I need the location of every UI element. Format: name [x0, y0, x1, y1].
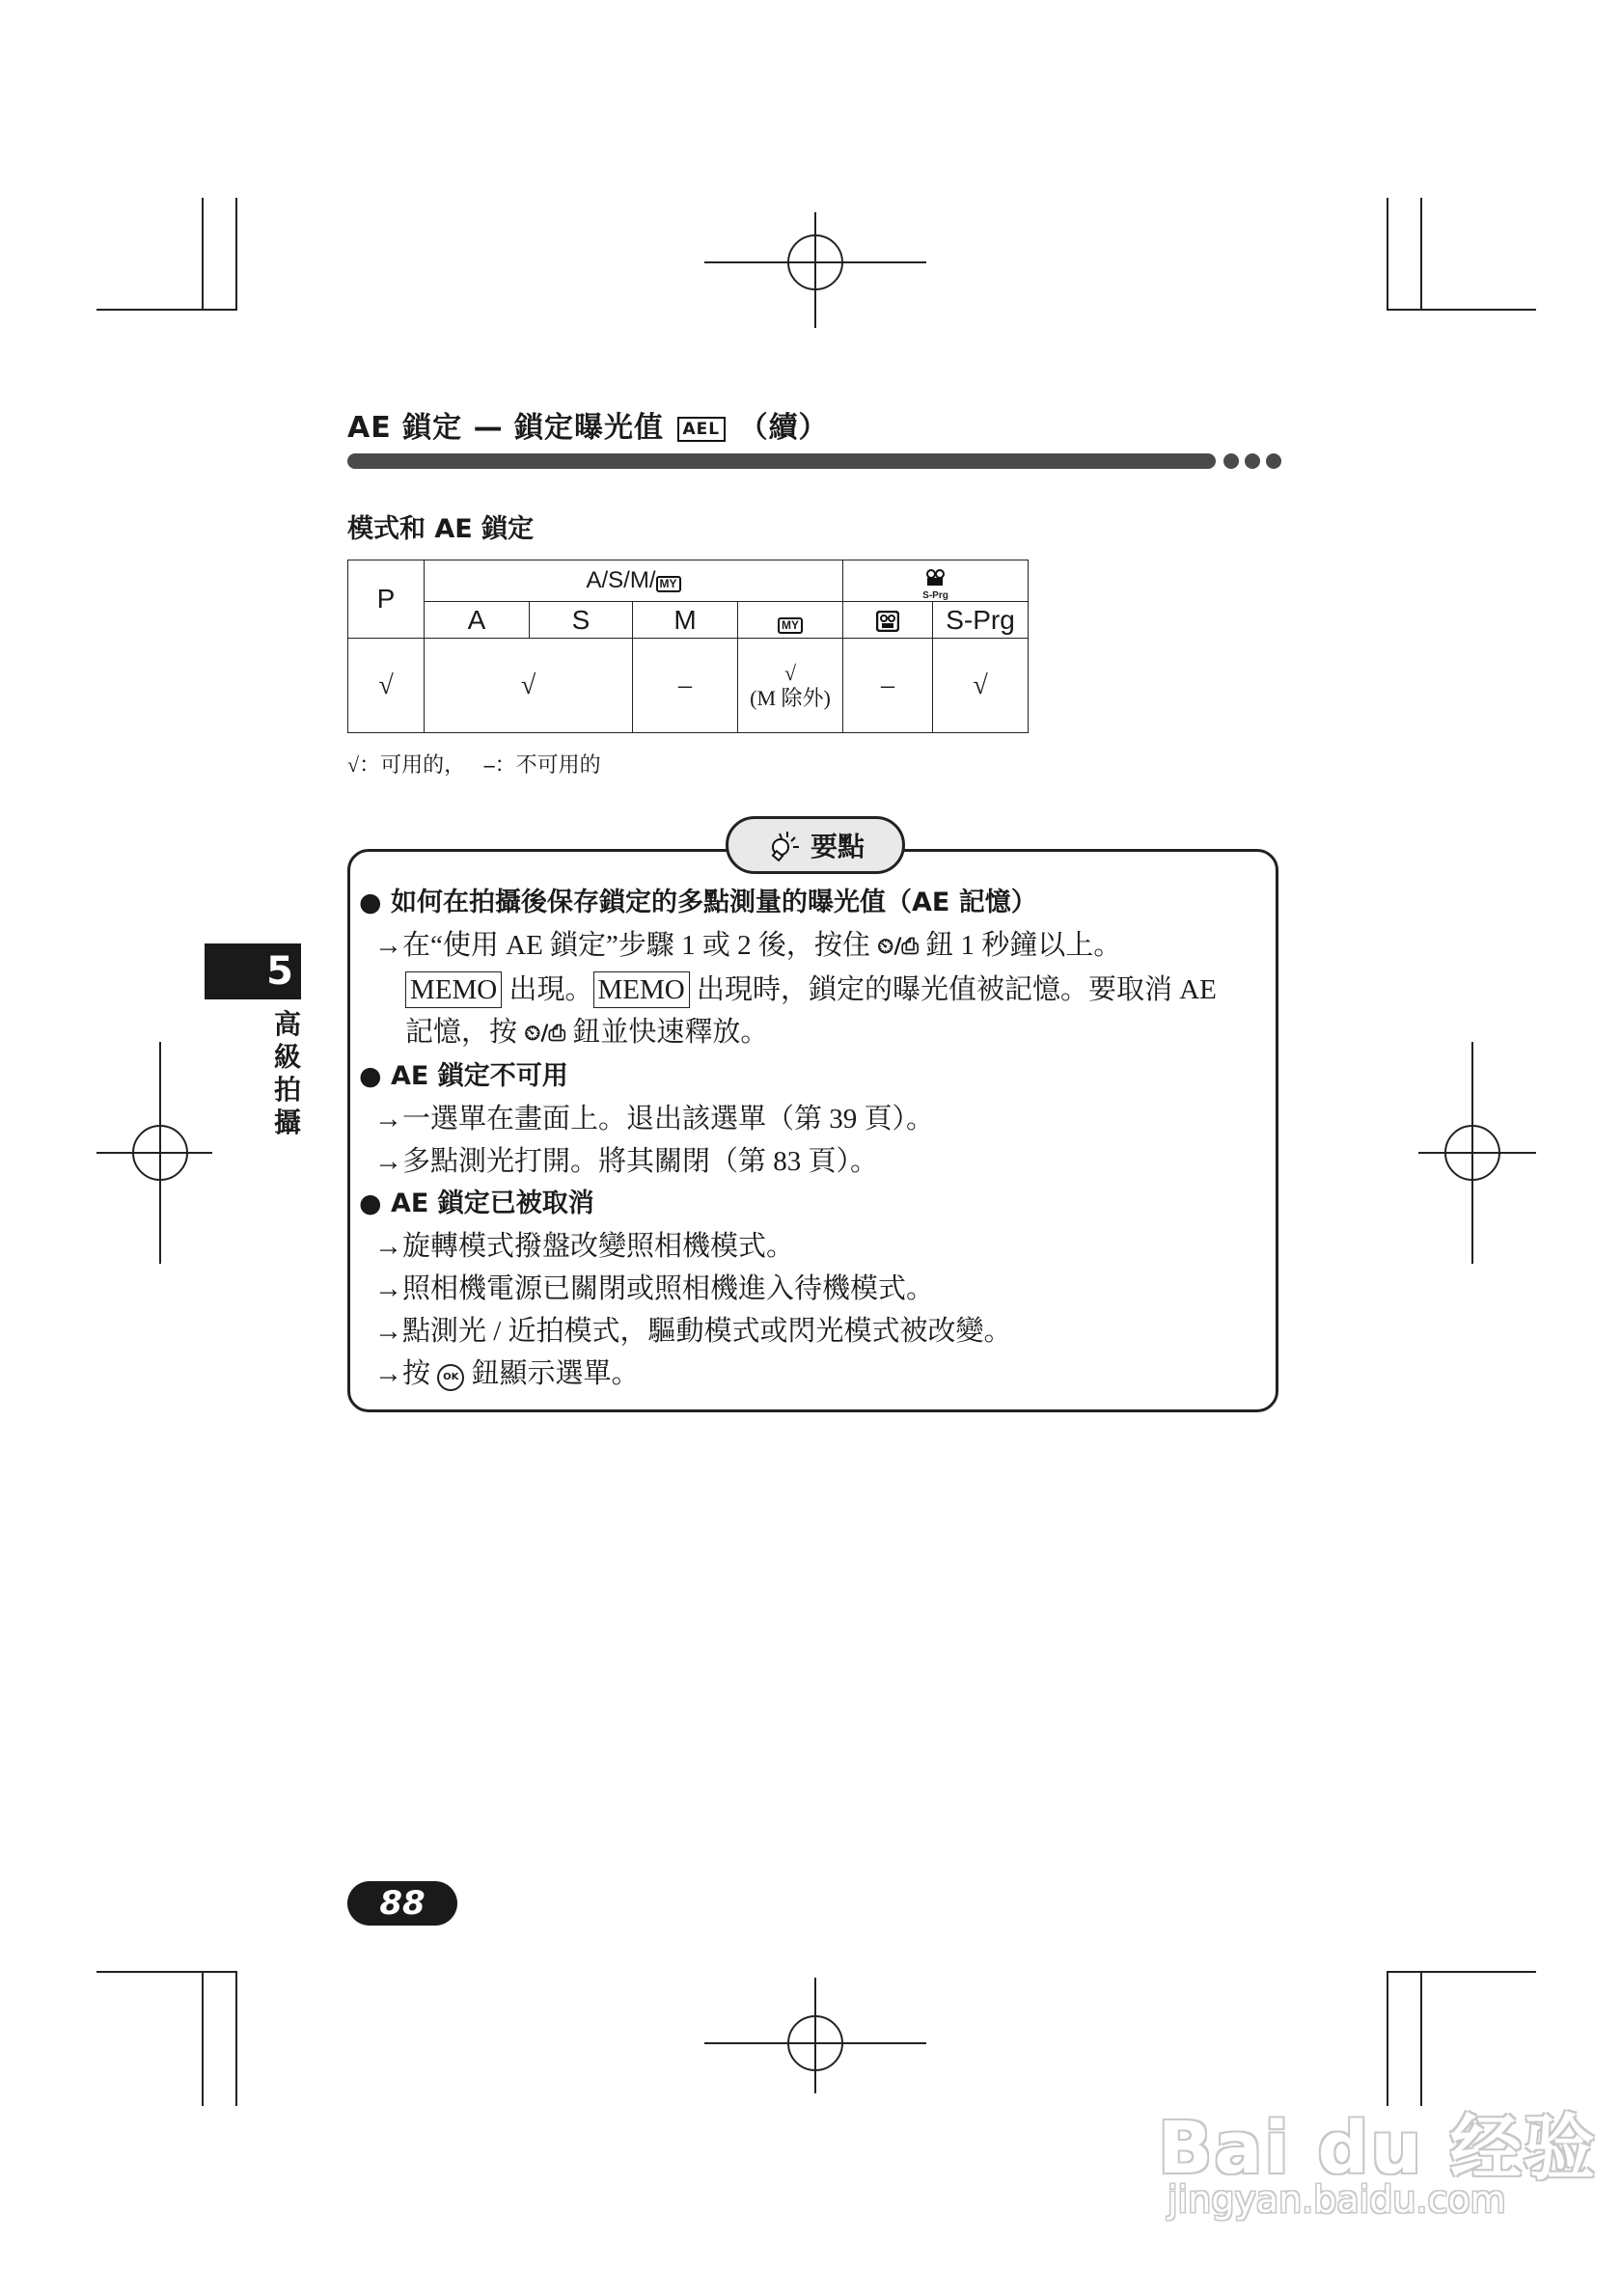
crop-mark	[1387, 1971, 1536, 1973]
registration-mark	[704, 212, 926, 328]
memo-indicator: MEMO	[593, 971, 690, 1008]
crop-mark	[235, 198, 237, 309]
tip-line: →點測光 / 近拍模式，驅動模式或閃光模式被改變。	[374, 1316, 1012, 1347]
watermark-logo: Bai du 经验	[1158, 2107, 1597, 2190]
header-video-group	[843, 560, 1029, 602]
crop-mark	[1420, 198, 1422, 309]
registration-mark	[1418, 1042, 1536, 1264]
header-dot	[1245, 453, 1260, 469]
tip-heading: ● 如何在拍攝後保存鎖定的多點測量的曝光值（AE 記憶）	[359, 888, 1037, 917]
chapter-title: 高級拍攝	[273, 1008, 301, 1138]
tip-line: 記憶，按 ⏲/⎙ 鈕並快速釋放。	[359, 1011, 1276, 1055]
section-title: 模式和 AE 鎖定	[347, 514, 535, 544]
legend-available-text: ：可用的，	[359, 752, 466, 777]
crop-mark	[1387, 198, 1388, 309]
subheader-s: S	[530, 602, 633, 639]
page-header-continued: （續）	[738, 411, 829, 445]
crop-mark	[96, 1971, 237, 1973]
tip-title: 要點	[810, 831, 865, 862]
cell-my-mark: √	[783, 660, 797, 685]
movie-icon	[876, 611, 899, 632]
tip-line: →一選單在畫面上。退出該選單（第 39 頁）。	[374, 1104, 935, 1134]
page-header	[347, 403, 829, 446]
my-mode-icon: MY	[656, 576, 681, 592]
tip-line: →旋轉模式撥盤改變照相機模式。	[374, 1231, 795, 1262]
crop-mark	[202, 198, 204, 309]
crop-mark	[202, 1971, 204, 2106]
header-p: P	[348, 560, 425, 639]
header-dot	[1223, 453, 1239, 469]
tip-line: →按 OK 鈕顯示選單。	[374, 1358, 640, 1389]
subheader-movie	[843, 602, 933, 639]
subheader-my	[738, 602, 843, 639]
self-timer-remote-icon: ⏲/⎙	[877, 935, 919, 959]
self-timer-remote-icon: ⏲/⎙	[524, 1022, 566, 1046]
memo-indicator: MEMO	[405, 971, 502, 1008]
tip-line: →多點測光打開。將其關閉（第 83 頁）。	[374, 1146, 879, 1177]
table-legend	[347, 749, 601, 779]
cell-movie: –	[843, 639, 933, 733]
tip-line: MEMO 出現。 MEMO 出現時，鎖定的曝光值被記憶。要取消 AE	[359, 969, 1276, 1011]
tip-line: →在“使用 AE 鎖定”步驟 1 或 2 後，按住 ⏲/⎙ 鈕 1 秒鐘以上。	[359, 924, 1276, 969]
crop-mark	[96, 309, 237, 311]
page-header-title: AE 鎖定 — 鎖定曝光值	[347, 411, 665, 445]
registration-mark	[704, 1978, 926, 2093]
legend-unavailable-symbol: –	[483, 752, 495, 777]
crop-mark	[235, 1971, 237, 2106]
cell-p: √	[348, 639, 425, 733]
crop-mark	[1387, 309, 1536, 311]
crop-mark	[1420, 1971, 1422, 2106]
cell-my	[738, 639, 843, 733]
tip-content	[359, 882, 1276, 1395]
cell-m: –	[633, 639, 738, 733]
tip-line: →照相機電源已關閉或照相機進入待機模式。	[374, 1273, 935, 1304]
subheader-a: A	[425, 602, 530, 639]
ael-badge: AEL	[677, 417, 727, 442]
legend-available-symbol: √	[347, 752, 360, 777]
ok-menu-icon: OK	[437, 1364, 464, 1391]
lightbulb-icon	[766, 828, 801, 862]
movie-icon	[923, 568, 948, 588]
header-asm-group: A/S/M/ MY	[425, 560, 843, 602]
chapter-number: 5	[205, 943, 301, 999]
cell-my-note: (M 除外)	[750, 685, 831, 710]
cell-sprg: √	[933, 639, 1029, 733]
watermark-url: jingyan.baidu.com	[1168, 2178, 1506, 2221]
cell-as: √	[425, 639, 633, 733]
tip-title-pill	[726, 816, 905, 874]
subheader-m: M	[633, 602, 738, 639]
tip-heading: ● AE 鎖定已被取消	[359, 1189, 594, 1218]
header-rule	[347, 453, 1216, 469]
legend-unavailable-text: ：不可用的	[494, 752, 601, 777]
mode-table	[347, 560, 1029, 733]
tip-heading: ● AE 鎖定不可用	[359, 1061, 568, 1091]
header-dot	[1266, 453, 1281, 469]
page-number: 88	[347, 1881, 457, 1926]
subheader-sprg: S-Prg	[933, 602, 1029, 639]
crop-mark	[1387, 1971, 1388, 2106]
my-mode-icon: MY	[778, 617, 803, 634]
sprg-icon-label: S-Prg	[922, 590, 948, 601]
registration-mark	[96, 1042, 212, 1264]
